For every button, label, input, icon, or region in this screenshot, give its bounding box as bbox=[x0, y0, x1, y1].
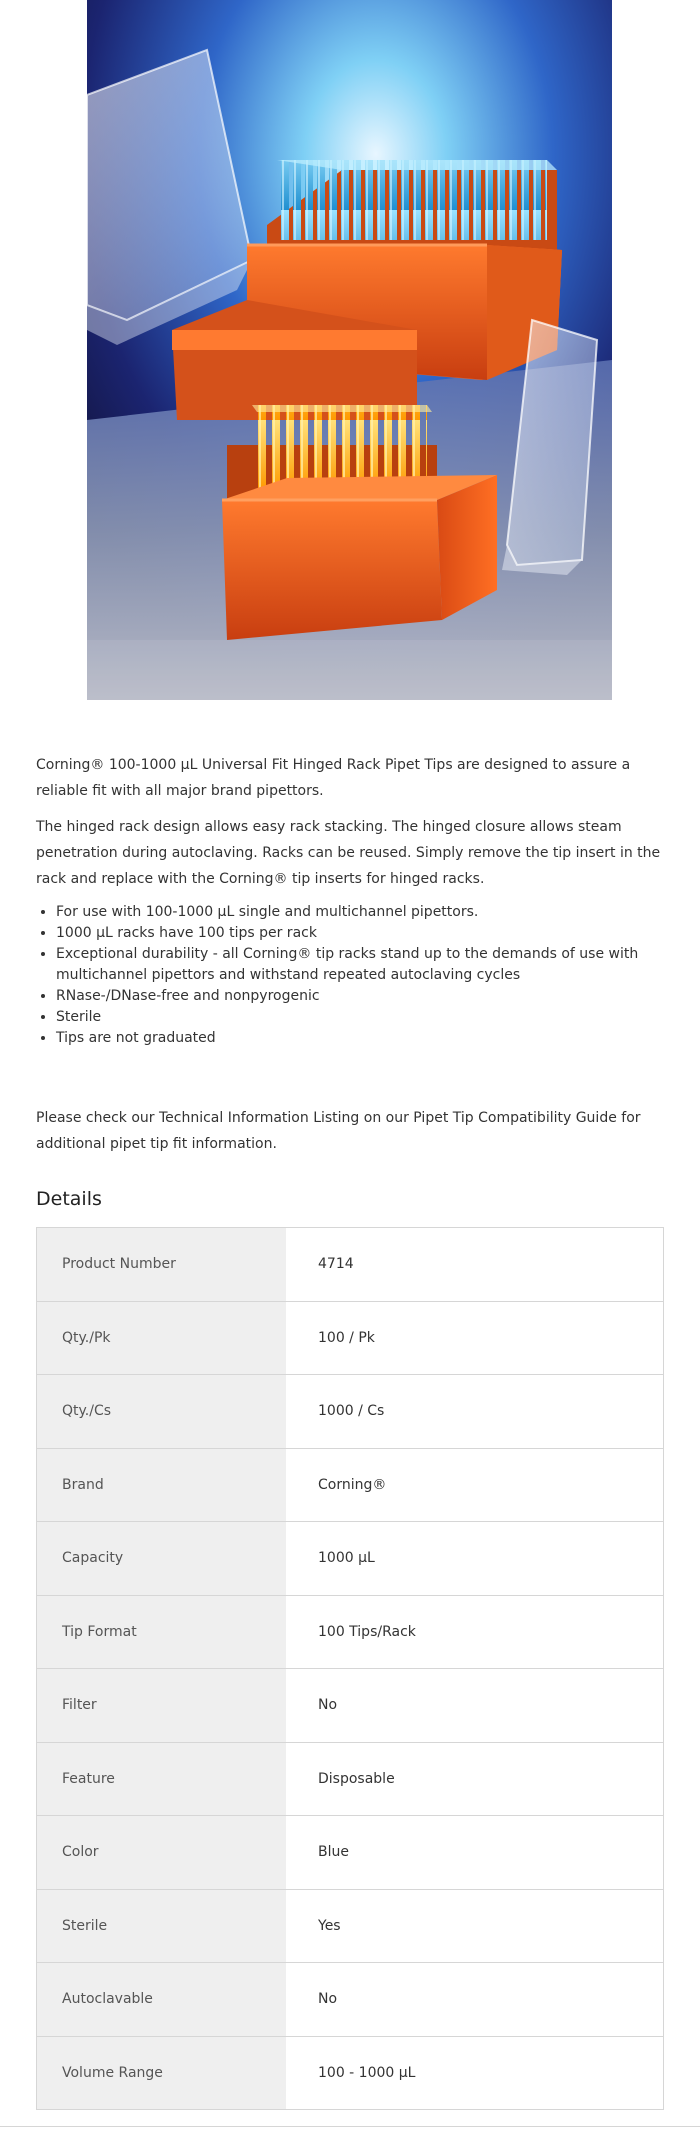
spec-value: Blue bbox=[286, 1816, 664, 1890]
feature-item: • Exceptional durability - all Corning® tip racks stand up to the demands of use with multichannel pipettors and withstand repeated autoclaving cycles bbox=[56, 944, 664, 986]
details-table bbox=[36, 1227, 664, 2110]
feature-item: • Tips are not graduated bbox=[56, 1028, 664, 1049]
spec-label: Brand bbox=[37, 1448, 287, 1522]
spec-value: Yes bbox=[286, 1889, 664, 1963]
feature-list bbox=[36, 902, 664, 1049]
table-row bbox=[37, 2036, 664, 2110]
spec-value: 1000 µL bbox=[286, 1522, 664, 1596]
table-row bbox=[37, 1448, 664, 1522]
table-row bbox=[37, 1816, 664, 1890]
spec-label: Product Number bbox=[37, 1228, 287, 1302]
spec-label: Filter bbox=[37, 1669, 287, 1743]
table-row bbox=[37, 1228, 664, 1302]
spec-value: Disposable bbox=[286, 1742, 664, 1816]
table-row bbox=[37, 1963, 664, 2037]
feature-item: • 1000 µL racks have 100 tips per rack bbox=[56, 923, 664, 944]
intro-paragraph: Corning® 100-1000 µL Universal Fit Hinged Rack Pipet Tips are designed to assure a reliable fit with all major brand pipettors. bbox=[36, 757, 631, 799]
table-row bbox=[37, 1742, 664, 1816]
spec-value: No bbox=[286, 1669, 664, 1743]
feature-item: • RNase-/DNase-free and nonpyrogenic bbox=[56, 986, 664, 1007]
spec-label: Color bbox=[37, 1816, 287, 1890]
spec-label: Tip Format bbox=[37, 1595, 287, 1669]
table-row bbox=[37, 1301, 664, 1375]
spec-label: Sterile bbox=[37, 1889, 287, 1963]
feature-item: • Sterile bbox=[56, 1007, 664, 1028]
spec-label: Qty./Cs bbox=[37, 1375, 287, 1449]
spec-label: Qty./Pk bbox=[37, 1301, 287, 1375]
spec-label: Feature bbox=[37, 1742, 287, 1816]
spec-value: 4714 bbox=[286, 1228, 664, 1302]
spec-label: Autoclavable bbox=[37, 1963, 287, 2037]
spec-value: 100 - 1000 µL bbox=[286, 2036, 664, 2110]
spec-value: 1000 / Cs bbox=[286, 1375, 664, 1449]
spec-label: Volume Range bbox=[37, 2036, 287, 2110]
spec-value: No bbox=[286, 1963, 664, 2037]
table-row bbox=[37, 1595, 664, 1669]
feature-item: • For use with 100-1000 µL single and multichannel pipettors. bbox=[56, 902, 664, 923]
table-row bbox=[37, 1375, 664, 1449]
spec-value: 100 / Pk bbox=[286, 1301, 664, 1375]
spec-label: Capacity bbox=[37, 1522, 287, 1596]
pipet-tip-racks-illustration bbox=[87, 0, 612, 700]
table-row bbox=[37, 1889, 664, 1963]
spec-value: 100 Tips/Rack bbox=[286, 1595, 664, 1669]
table-row bbox=[37, 1669, 664, 1743]
compatibility-note: Please check our Technical Information Listing on our Pipet Tip Compatibility Guide for additional pipet tip fit information. bbox=[36, 1110, 641, 1152]
hinged-rack-paragraph: The hinged rack design allows easy rack stacking. The hinged closure allows steam penetration during autoclaving. Racks can be reused. Simply remove the tip insert in the rack and replace with the Corning® tip inserts for hinged racks. bbox=[36, 819, 661, 887]
table-row bbox=[37, 1522, 664, 1596]
bottom-divider bbox=[0, 2126, 700, 2127]
details-heading: Details bbox=[36, 1188, 102, 1210]
product-description bbox=[36, 752, 664, 1049]
spec-value: Corning® bbox=[286, 1448, 664, 1522]
product-image bbox=[87, 0, 612, 700]
